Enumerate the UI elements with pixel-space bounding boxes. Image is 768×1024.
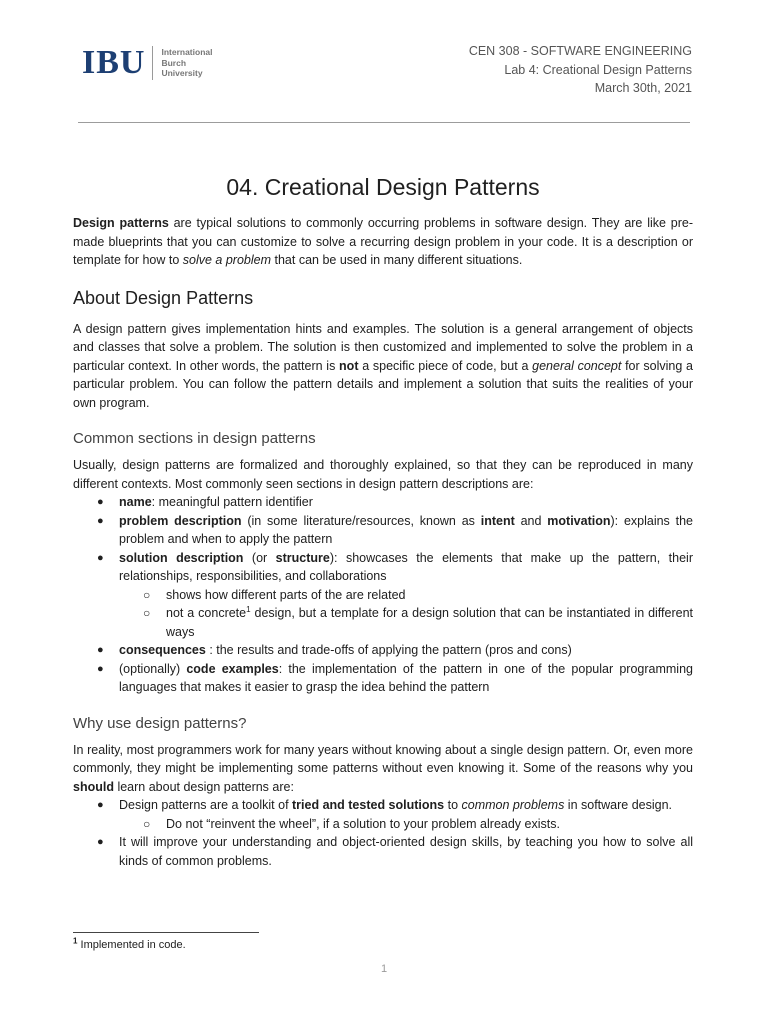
bold-text: name (119, 495, 152, 509)
footnote-divider (73, 932, 259, 933)
lab-title: Lab 4: Creational Design Patterns (504, 62, 692, 77)
bold-text: consequences (119, 643, 206, 657)
text: ): explains the problem and when to apply the pattern (119, 513, 694, 546)
list-item (73, 796, 693, 815)
list-item (73, 660, 693, 697)
bullet-icon: ● (97, 496, 104, 508)
text: to (444, 798, 462, 812)
footnote-text: Implemented in code. (77, 939, 186, 951)
sections-intro-paragraph: Usually, design patterns are formalized and thoroughly explained, so that they can be reproduced in many different contexts. Most commonly seen sections in design pattern descriptions are: (73, 458, 693, 491)
text: : the implementation of the pattern in one of the popular programming languages that makes it easier to grasp the idea behind the pattern (119, 661, 693, 694)
page-number: 1 (380, 963, 388, 975)
footnote-reference: 1 (246, 604, 251, 614)
text: (optionally) (119, 661, 187, 676)
text: that can be used in many different situations. (271, 253, 523, 267)
bullet-icon: ● (97, 644, 104, 656)
section-heading-common-sections: Common sections in design patterns (73, 430, 316, 447)
text: are typical solutions to commonly occurring problems in software design. They are like pre-made blueprints that you can customize to solve a recurring design problem in your code. It is a description or template for how to (73, 216, 693, 267)
sections-list (73, 493, 693, 697)
text: in software design. (564, 798, 673, 812)
bold-text: code examples (186, 661, 279, 676)
text: In reality, most programmers work for many years without knowing about a single design pattern. Or, even more commonly, they might be implementing some patterns without even knowing it. Some of the reasons why you (73, 742, 693, 775)
sub-list-item (73, 815, 693, 834)
bold-text: solution description (119, 550, 244, 565)
text: not a concrete (166, 606, 247, 620)
circle-bullet-icon: ○ (143, 587, 151, 602)
intro-paragraph (73, 214, 693, 270)
text: shows how different parts of the are related (166, 587, 406, 602)
bullet-icon: ● (97, 836, 104, 848)
sub-list-item (73, 604, 693, 641)
logo-mark: IBU (82, 44, 146, 81)
why-paragraph (73, 741, 693, 797)
bullet-icon: ● (97, 551, 104, 564)
logo-line: University (161, 68, 203, 79)
bold-text: Design patterns (73, 216, 169, 230)
bold-text: intent (480, 513, 515, 528)
bullet-icon: ● (97, 799, 104, 811)
bold-text: should (73, 779, 114, 794)
circle-bullet-icon: ○ (143, 816, 151, 831)
course-title: CEN 308 - SOFTWARE ENGINEERING (468, 44, 692, 58)
list-item (73, 512, 693, 549)
footnote-number: 1 (73, 936, 78, 946)
document-body (73, 172, 693, 870)
text: : meaningful pattern identifier (151, 495, 313, 509)
logo-line: International (161, 47, 213, 58)
italic-text: solve a problem (182, 253, 272, 267)
bullet-icon: ● (97, 662, 104, 675)
text: Design patterns are a toolkit of (119, 798, 293, 812)
list-item (73, 493, 693, 512)
bold-text: not (339, 358, 359, 373)
text: a specific piece of code, but a (358, 358, 533, 373)
bullet-icon: ● (97, 514, 104, 527)
header-date: March 30th, 2021 (594, 81, 692, 95)
text: A design pattern gives implementation hints and examples. The solution is a general arrangement of objects and classes that solve a problem. The solution is then customized and implemented to solve the problem in a particular context. In other words, the pattern is (73, 321, 693, 373)
italic-text: common problems (461, 798, 565, 812)
logo-divider (152, 46, 153, 80)
italic-text: general concept (532, 358, 622, 373)
text: for solving a particular problem. You can follow the pattern details and implement a solution that suits the realities of your own program. (73, 358, 693, 410)
text: design, but a template for a design solution that can be instantiated in different ways (166, 606, 694, 639)
text: It will improve your understanding and object-oriented design skills, by teaching you how to solve all kinds of common problems. (119, 835, 693, 868)
text: (in some literature/resources, known as (241, 513, 481, 528)
bold-text: motivation (547, 513, 611, 528)
page-title: 04. Creational Design Patterns (226, 174, 540, 200)
list-item (73, 549, 693, 586)
bold-text: structure (275, 550, 330, 565)
ibu-logo (82, 46, 212, 80)
bold-text: problem description (119, 513, 242, 528)
why-list (73, 796, 693, 870)
text: : the results and trade-offs of applying the pattern (pros and cons) (205, 643, 572, 657)
text: (or (243, 550, 276, 565)
about-paragraph (73, 320, 693, 413)
text: Do not “reinvent the wheel”, if a solution to your problem already exists. (166, 816, 560, 831)
sub-list-item (73, 586, 693, 605)
text: learn about design patterns are: (113, 779, 294, 794)
list-item (73, 641, 693, 660)
header-divider (78, 122, 690, 123)
logo-text (161, 47, 212, 79)
circle-bullet-icon: ○ (143, 606, 151, 620)
text: and (514, 513, 548, 528)
section-heading-why: Why use design patterns? (73, 714, 247, 732)
text: ): showcases the elements that make up the pattern, their relationships, responsibilities, and collaborations (119, 550, 693, 583)
list-item (73, 833, 693, 870)
document-header (469, 42, 692, 98)
footnote (73, 936, 186, 951)
logo-line: Burch (161, 57, 187, 68)
section-heading-about: About Design Patterns (73, 287, 254, 308)
bold-text: tried and tested solutions (292, 798, 445, 812)
